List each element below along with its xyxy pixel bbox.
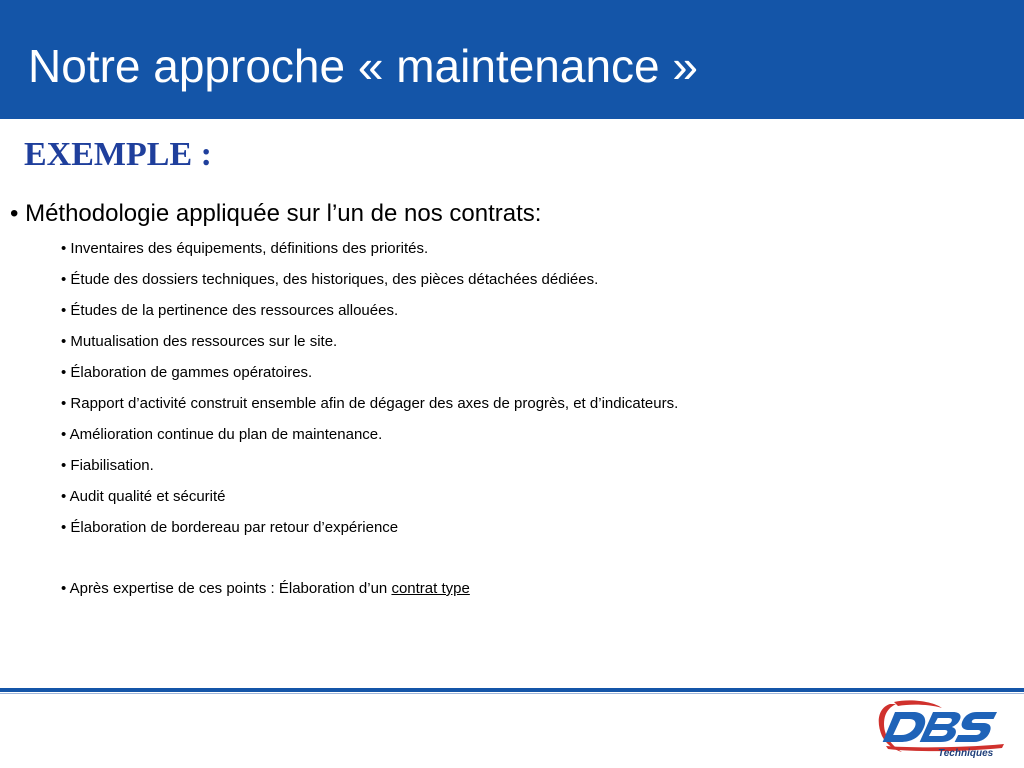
header-bar	[0, 0, 1024, 119]
sub-bullet-item: • Mutualisation des ressources sur le site.	[61, 333, 338, 350]
sub-bullet-item: • Études de la pertinence des ressources allouées.	[61, 302, 399, 319]
final-bullet	[61, 578, 470, 600]
sub-bullet-item: • Élaboration de bordereau par retour d’expérience	[61, 519, 399, 536]
sub-bullet-item: • Fiabilisation.	[61, 457, 154, 474]
dbs-techniques-logo-icon	[872, 698, 1012, 760]
contrat-type-link[interactable]: contrat type	[391, 580, 470, 597]
sub-bullet-list	[61, 238, 678, 548]
sub-bullet-item: • Élaboration de gammes opératoires.	[61, 364, 313, 381]
sub-bullet-item: • Étude des dossiers techniques, des historiques, des pièces détachées dédiées.	[61, 271, 599, 288]
slide-title: Notre approche « maintenance »	[28, 40, 698, 92]
svg-text:Techniques: Techniques	[938, 748, 994, 759]
footer-divider-thin	[0, 693, 1024, 694]
sub-bullet-item: • Audit qualité et sécurité	[61, 488, 226, 505]
sub-bullet-item: • Amélioration continue du plan de maintenance.	[61, 426, 383, 443]
sub-bullet-item: • Inventaires des équipements, définitions des priorités.	[61, 240, 429, 257]
section-label: EXEMPLE :	[24, 136, 212, 173]
final-bullet-text: • Après expertise de ces points : Élaboration d’un	[61, 580, 392, 597]
main-bullet: • Méthodologie appliquée sur l’un de nos contrats:	[10, 200, 542, 227]
sub-bullet-item: • Rapport d’activité construit ensemble afin de dégager des axes de progrès, et d’indicateurs.	[61, 395, 679, 412]
footer-divider	[0, 688, 1024, 692]
